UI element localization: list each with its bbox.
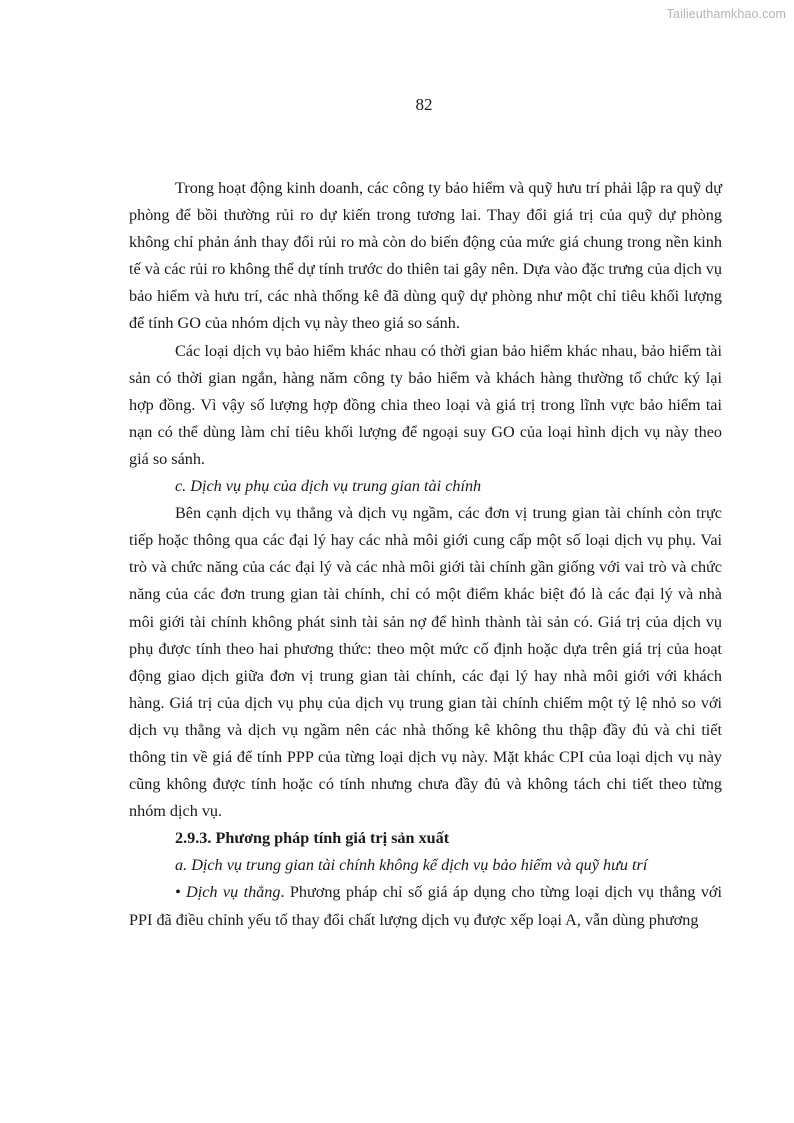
paragraph-insurance-contracts: Các loại dịch vụ bảo hiểm khác nhau có thời gian bảo hiểm khác nhau, bảo hiểm tài sản có thời gian ngắn, hàng năm công ty bảo hiểm và khách hàng thường tổ chức ký lại hợp đồng. Vì vậy số lượng hợp đồng chia theo loại và giá trị trong lĩnh vực bảo hiểm tai nạn có thể dùng làm chỉ tiêu khối lượng để ngoại suy GO của loại hình dịch vụ này theo giá so sánh. bbox=[129, 341, 722, 468]
page-number: 82 bbox=[415, 95, 433, 114]
subheading-financial-intermediation: a. Dịch vụ trung gian tài chính không kể dịch vụ bảo hiểm và quỹ hưu trí bbox=[175, 856, 648, 875]
paragraph-direct-services bbox=[129, 879, 722, 933]
subheading-auxiliary-services: c. Dịch vụ phụ của dịch vụ trung gian tài chính bbox=[175, 477, 482, 496]
section-heading: 2.9.3. Phương pháp tính giá trị sản xuất bbox=[175, 829, 450, 848]
paragraph-auxiliary-services: Bên cạnh dịch vụ thẳng và dịch vụ ngầm, các đơn vị trung gian tài chính còn trực tiếp hoặc thông qua các đại lý hay các nhà môi giới cung cấp một số loại dịch vụ phụ. Vai trò và chức năng của các đại lý và các nhà môi giới tài chính gần giống với vai trò và chức năng của các đơn trung gian tài chính, chỉ có một điểm khác biệt đó là các đại lý và nhà môi giới tài chính không phát sinh tài sản nợ để hình thành tài sản có. Giá trị của dịch vụ phụ được tính theo hai phương thức: theo một mức cố định hoặc dựa trên giá trị của hoạt động giao dịch giữa đơn vị trung gian tài chính, các đại lý hay nhà môi giới với khách hàng. Giá trị của dịch vụ phụ của dịch vụ trung gian tài chính chiếm một tỷ lệ nhỏ so với dịch vụ thẳng và dịch vụ ngầm nên các nhà thống kê không thu thập đầy đủ và chi tiết thông tin về giá để tính PPP của từng loại dịch vụ này. Mặt khác CPI của loại dịch vụ này cũng không được tính hoặc có tính nhưng chưa đầy đủ và không tách chi tiết theo từng nhóm dịch vụ. bbox=[129, 504, 722, 821]
bullet-text: . Phương pháp chỉ số giá áp dụng cho từng loại dịch vụ thẳng với PPI đã điều chỉnh yếu tố thay đổi chất lượng dịch vụ được xếp loại A, vẫn dùng phương bbox=[129, 883, 722, 929]
paragraph-insurance-reserves: Trong hoạt động kinh doanh, các công ty bảo hiểm và quỹ hưu trí phải lập ra quỹ dự phòng để bồi thường rủi ro dự kiến trong tương lai. Thay đổi giá trị của quỹ dự phòng không chỉ phản ánh thay đổi rủi ro mà còn do biến động của mức giá chung trong nền kinh tế và các rủi ro không thể dự tính trước do thiên tai gây nên. Dựa vào đặc trưng của dịch vụ bảo hiểm và hưu trí, các nhà thống kê đã dùng quỹ dự phòng như một chỉ tiêu khối lượng để tính GO của nhóm dịch vụ này theo giá so sánh. bbox=[129, 179, 722, 333]
watermark: Tailieuthamkhao.com bbox=[666, 7, 786, 21]
document-body bbox=[129, 175, 722, 934]
bullet-term: • Dịch vụ thẳng bbox=[175, 883, 281, 902]
